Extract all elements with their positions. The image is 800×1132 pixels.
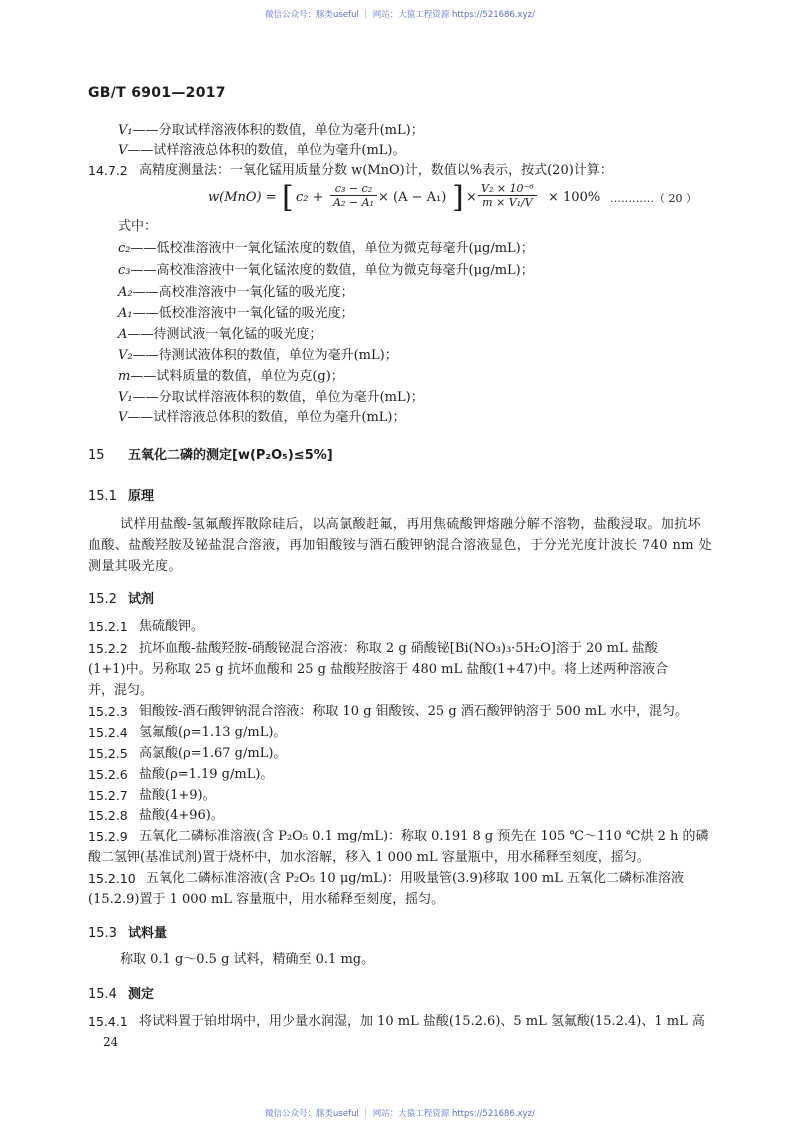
clause-number: 15.2.9 xyxy=(88,829,128,844)
definition-symbol: A₂ xyxy=(118,285,133,300)
clause-number: 15.2.1 xyxy=(88,619,128,634)
clause-number: 15.2.5 xyxy=(88,746,128,761)
clause-number: 15.4.1 xyxy=(88,1014,128,1029)
clause-number: 15.2.3 xyxy=(88,704,128,719)
clause-number: 15.2.8 xyxy=(88,808,128,823)
reagent-text: 五氧化二磷标准溶液(含 P₂O₅ 10 μg/mL)：用吸量管(3.9)移取 100 mL 五氧化二磷标准溶液 xyxy=(146,871,685,886)
reagent-text: 钼酸铵-酒石酸钾钠混合溶液：称取 10 g 钼酸铵、25 g 酒石酸钾钠溶于 500 mL 水中，混匀。 xyxy=(139,704,688,719)
definition-symbol: V xyxy=(118,143,128,158)
section-number: 15.1 xyxy=(88,489,117,504)
reagent-text: 盐酸(4+96)。 xyxy=(139,808,224,823)
definition-row xyxy=(118,262,534,280)
fraction-calibration xyxy=(330,182,377,209)
formula-lhs: w(MnO) = xyxy=(208,190,277,205)
definition-text: ——分取试样溶液体积的数值，单位为毫升(mL)； xyxy=(132,123,424,138)
formula-20 xyxy=(200,180,720,220)
section-title: 五氧化二磷的测定[w(P₂O₅)≤5%] xyxy=(128,448,333,463)
section-15-heading xyxy=(88,444,333,463)
reagent-text: 盐酸(1+9)。 xyxy=(139,788,216,803)
definition-text: ——试样溶液总体积的数值，单位为毫升(mL)； xyxy=(127,410,406,425)
reagent-text: (1+1)中。另称取 25 g 抗坏血酸和 25 g 盐酸羟胺溶于 480 mL 盐酸(1+47)中。将上述两种溶液合 xyxy=(88,662,669,677)
definition-text: ——分取试样溶液体积的数值，单位为毫升(mL)； xyxy=(132,390,424,405)
times-sign: × xyxy=(466,190,477,205)
reagent-text: 焦硫酸钾。 xyxy=(139,619,205,634)
section-15-3-heading xyxy=(88,922,167,941)
definition-row xyxy=(118,368,344,386)
section-number: 15 xyxy=(88,448,105,463)
section-title: 测定 xyxy=(128,987,155,1002)
clause-number: 15.2.2 xyxy=(88,641,128,656)
clause-number: 14.7.2 xyxy=(88,163,128,178)
clause-number: 15.2.7 xyxy=(88,788,128,803)
definition-symbol: V₁ xyxy=(118,123,133,138)
sample-text: 称取 0.1 g～0.5 g 试料，精确至 0.1 mg。 xyxy=(120,952,375,967)
reagent-text: 氢氟酸(ρ=1.13 g/mL)。 xyxy=(139,725,287,740)
watermark-top: 微信公众号：豚类useful ｜ 网站：大猿工程资源 https://521686.xyz/ xyxy=(265,10,535,20)
reagent-text: 盐酸(ρ=1.19 g/mL)。 xyxy=(139,767,274,782)
section-title: 试剂 xyxy=(128,592,155,607)
definition-symbol: V₁ xyxy=(118,390,133,405)
reagent-text: 五氧化二磷标准溶液(含 P₂O₅ 0.1 mg/mL)：称取 0.191 8 g 预先在 105 ℃～110 ℃烘 2 h 的磷 xyxy=(139,829,709,844)
reagent-text: 并，混匀。 xyxy=(88,683,154,698)
section-title: 原理 xyxy=(128,489,155,504)
definition-row xyxy=(118,284,354,302)
formula-tail: × 100% xyxy=(548,190,601,205)
definition-symbol: m xyxy=(118,369,131,384)
definition-text: ——待测试液体积的数值，单位为毫升(mL)； xyxy=(132,348,398,363)
definition-symbol: A xyxy=(118,327,128,342)
section-number: 15.2 xyxy=(88,592,117,607)
clause-number: 15.2.6 xyxy=(88,767,128,782)
definition-symbol: V₂ xyxy=(118,348,133,363)
definition-symbol: V xyxy=(118,410,128,425)
section-15-1-heading xyxy=(88,485,154,504)
reagent-text: 酸二氢钾(基准试剂)置于烧杯中，加水溶解，移入 1 000 mL 容量瓶中，用水稀释至刻度，摇匀。 xyxy=(88,850,650,865)
section-number: 15.4 xyxy=(88,987,117,1002)
definition-symbol: c₃ xyxy=(118,263,131,278)
equation-number: …………（ 20 ） xyxy=(610,192,697,205)
definition-row xyxy=(118,326,322,344)
clause-number: 15.2.4 xyxy=(88,725,128,740)
definition-row xyxy=(118,142,406,160)
definition-text: ——低校准溶液中一氧化锰的吸光度； xyxy=(132,306,354,321)
definition-symbol: A₁ xyxy=(118,306,133,321)
watermark-bottom: 微信公众号：豚类useful ｜ 网站：大猿工程资源 https://521686.xyz/ xyxy=(265,1109,535,1119)
clause-text: 将试料置于铂坩埚中，用少量水润湿，加 10 mL 盐酸(15.2.6)、5 mL 氢氟酸(15.2.4)、1 mL 高 xyxy=(139,1014,705,1029)
section-15-4-heading xyxy=(88,983,154,1002)
left-bracket: [ xyxy=(282,180,294,215)
definition-row xyxy=(118,305,354,323)
definition-text: ——低校准溶液中一氧化锰浓度的数值，单位为微克每毫升(μg/mL)； xyxy=(130,241,534,256)
formula-mid: × (A − A₁) xyxy=(378,190,447,205)
definition-text: ——待测试液一氧化锰的吸光度； xyxy=(127,327,323,342)
section-title: 试料量 xyxy=(128,926,168,941)
where-label: 式中： xyxy=(118,219,158,234)
principle-paragraph: 试样用盐酸-氢氟酸挥散除硅后，以高氯酸赶氟，再用焦硫酸钾熔融分解不溶物，盐酸浸取。加抗坏血酸、盐酸羟胺及铋盐混合溶液，再加钼酸铵与酒石酸钾钠混合溶液显色，于分光光度计波长 740 nm 处测量其吸光度。 xyxy=(88,517,712,574)
reagent-text: 高氯酸(ρ=1.67 g/mL)。 xyxy=(139,746,287,761)
definition-row xyxy=(118,389,424,407)
standard-code: GB/T 6901—2017 xyxy=(88,85,226,101)
definition-text: ——试料质量的数值，单位为克(g)； xyxy=(130,369,344,384)
definition-text: ——试样溶液总体积的数值，单位为毫升(mL)。 xyxy=(127,143,406,158)
definition-row xyxy=(118,347,398,365)
right-bracket: ] xyxy=(452,180,464,215)
definition-text: ——高校准溶液中一氧化锰的吸光度； xyxy=(132,285,354,300)
fraction-denominator: A₂ − A₁ xyxy=(333,196,374,209)
fraction-numerator: c₃ − c₂ xyxy=(330,182,377,196)
clause-text: 高精度测量法：一氧化锰用质量分数 w(MnO)计，数值以%表示，按式(20)计算： xyxy=(139,163,613,178)
fraction-numerator: V₂ × 10⁻⁶ xyxy=(478,182,537,196)
page-number: 24 xyxy=(103,1035,119,1049)
reagent-text: (15.2.9)置于 1 000 mL 容量瓶中，用水稀释至刻度，摇匀。 xyxy=(88,892,445,907)
clause-number: 15.2.10 xyxy=(88,871,136,886)
definition-text: ——高校准溶液中一氧化锰浓度的数值，单位为微克每毫升(μg/mL)； xyxy=(130,263,534,278)
definition-row xyxy=(118,122,424,140)
fraction-volume xyxy=(478,182,537,209)
fraction-denominator: m × V₁/V xyxy=(482,196,533,209)
definition-row xyxy=(118,240,534,258)
reagent-text: 抗坏血酸-盐酸羟胺-硝酸铋混合溶液：称取 2 g 硝酸铋[Bi(NO₃)₃·5H₂O]溶于 20 mL 盐酸 xyxy=(139,641,658,656)
definition-symbol: c₂ xyxy=(118,241,131,256)
section-15-2-heading xyxy=(88,588,154,607)
definition-row xyxy=(118,409,406,427)
section-number: 15.3 xyxy=(88,926,117,941)
formula-c2: c₂ + xyxy=(296,190,324,205)
